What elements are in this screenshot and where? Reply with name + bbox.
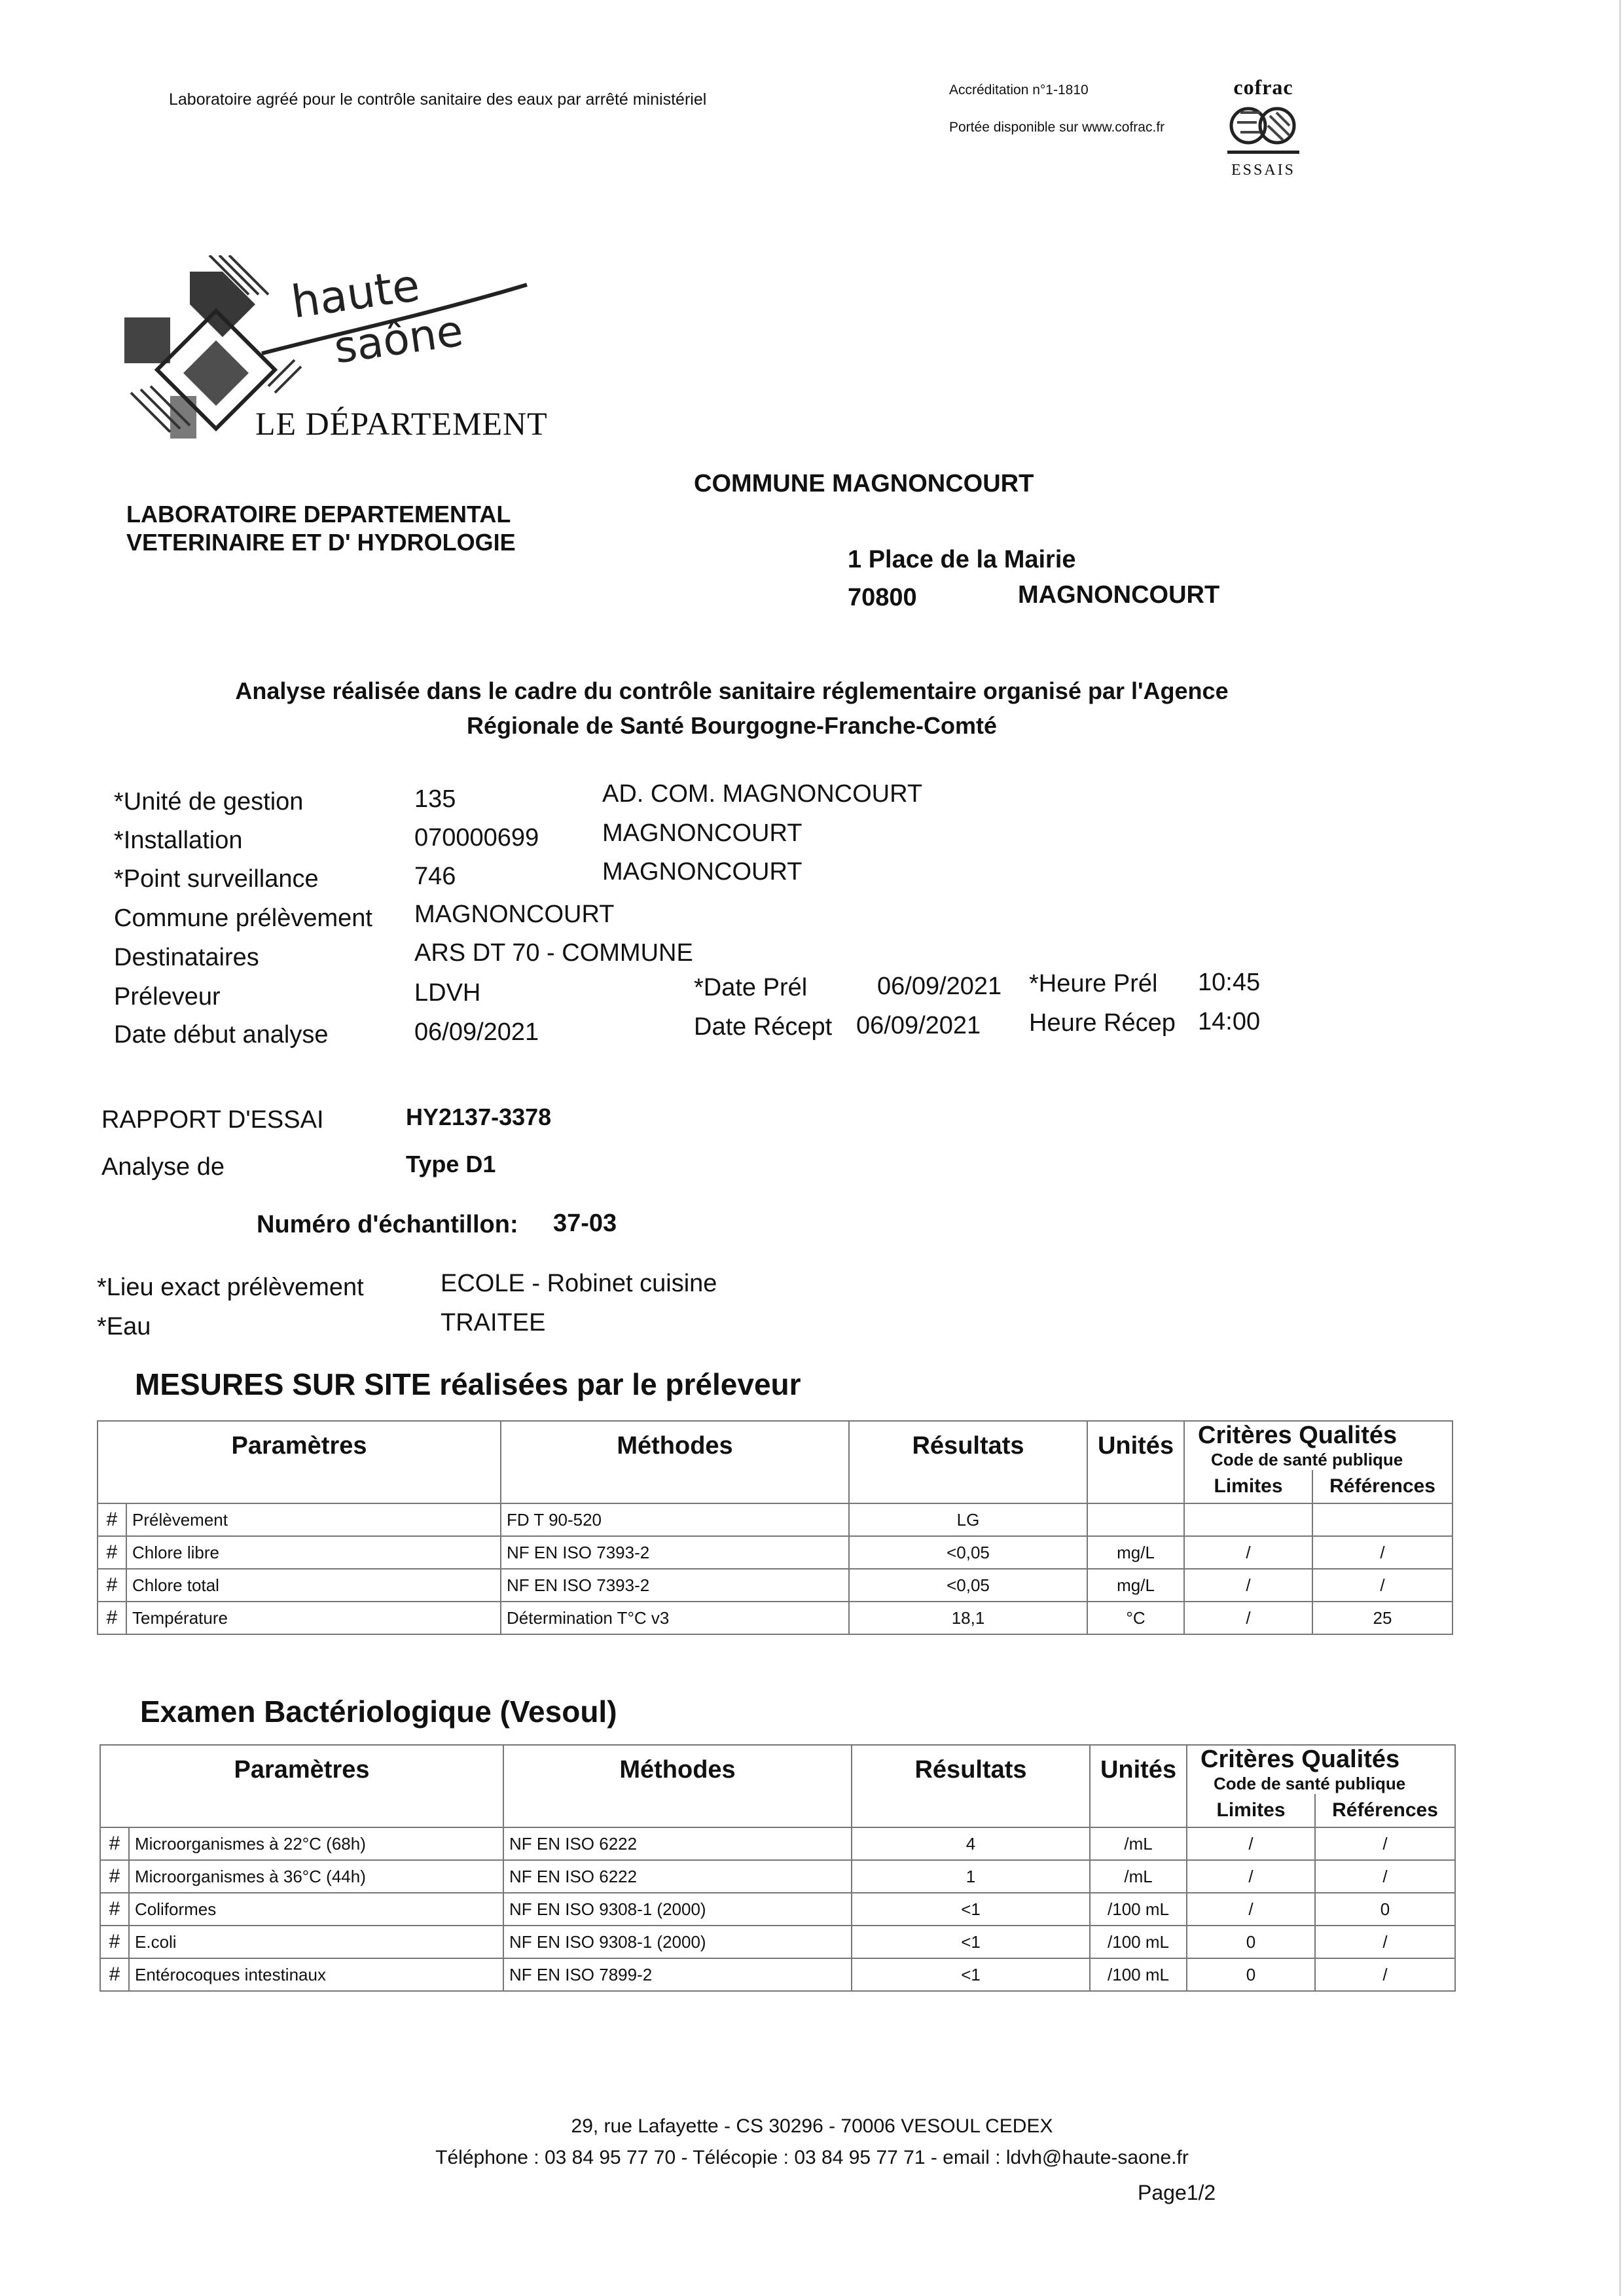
- criteres-label: Critères Qualités: [1200, 1746, 1400, 1773]
- date-recept-label: Date Récept: [694, 1013, 833, 1041]
- row-param: Coliformes: [129, 1893, 503, 1926]
- date-recept-value: 06/09/2021: [856, 1012, 981, 1039]
- col-limites: Limites: [1187, 1794, 1315, 1827]
- row-unit: mg/L: [1087, 1536, 1184, 1569]
- row-hash: #: [100, 1860, 129, 1893]
- code-sante-label: Code de santé publique: [1214, 1774, 1406, 1793]
- col-parametres: Paramètres: [98, 1421, 501, 1470]
- lieu-value: ECOLE - Robinet cuisine: [441, 1270, 717, 1297]
- row-ref: /: [1315, 1827, 1455, 1860]
- table-row: [98, 1536, 1453, 1569]
- row-hash: #: [98, 1602, 126, 1634]
- col-references: Références: [1312, 1470, 1453, 1503]
- table-row: [98, 1602, 1453, 1634]
- row-ref: /: [1315, 1926, 1455, 1958]
- col-criteres: [1187, 1745, 1455, 1794]
- row-unit: /100 mL: [1090, 1958, 1187, 1991]
- cofrac-logo: [1214, 75, 1312, 193]
- row-param: Chlore total: [126, 1569, 501, 1602]
- row-param: Microorganismes à 22°C (68h): [129, 1827, 503, 1860]
- haute-saone-logo: [118, 255, 550, 452]
- footer-contact: Téléphone : 03 84 95 77 70 - Télécopie : 03 84 95 77 71 - email : ldvh@haute-saone.fr: [435, 2147, 1189, 2168]
- row-ref: /: [1315, 1860, 1455, 1893]
- table-subheader-row: [100, 1794, 1455, 1827]
- row-param: Microorganismes à 36°C (44h): [129, 1860, 503, 1893]
- table-row: [100, 1860, 1455, 1893]
- eau-value: TRAITEE: [441, 1309, 546, 1336]
- row-result: <0,05: [849, 1536, 1087, 1569]
- echantillon-label: Numéro d'échantillon:: [257, 1211, 518, 1238]
- site-measures-table: [97, 1420, 1453, 1635]
- recipient-street: 1 Place de la Mairie: [848, 546, 1076, 573]
- logo-haute: haute: [288, 259, 423, 329]
- table-row: [98, 1569, 1453, 1602]
- row-limit: 0: [1187, 1958, 1315, 1991]
- rapport-value: HY2137-3378: [406, 1103, 552, 1130]
- bacterio-table: [99, 1744, 1456, 1992]
- col-references: Références: [1315, 1794, 1455, 1827]
- context-line2: Régionale de Santé Bourgogne-Franche-Comté: [466, 712, 998, 739]
- section1-body: [98, 1503, 1453, 1634]
- row-param: E.coli: [129, 1926, 503, 1958]
- preleveur-value: LDVH: [414, 979, 481, 1007]
- row-method: NF EN ISO 7393-2: [501, 1536, 849, 1569]
- table-header-row: [100, 1745, 1455, 1794]
- recipient-city: MAGNONCOURT: [1018, 581, 1220, 609]
- unite-code: 135: [414, 785, 456, 813]
- row-hash: #: [100, 1827, 129, 1860]
- row-hash: #: [100, 1926, 129, 1958]
- row-unit: /mL: [1090, 1860, 1187, 1893]
- col-methodes: Méthodes: [501, 1421, 849, 1470]
- commune-label: Commune prélèvement: [114, 905, 372, 932]
- date-prel-value: 06/09/2021: [877, 973, 1002, 1000]
- point-code: 746: [414, 863, 456, 890]
- table-subheader-row: [98, 1470, 1453, 1503]
- row-limit: [1184, 1503, 1312, 1536]
- row-result: 1: [852, 1860, 1090, 1893]
- unite-name: AD. COM. MAGNONCOURT: [602, 780, 923, 808]
- col-resultats: Résultats: [849, 1421, 1087, 1470]
- row-result: <0,05: [849, 1569, 1087, 1602]
- row-hash: #: [100, 1958, 129, 1991]
- row-method: NF EN ISO 7393-2: [501, 1569, 849, 1602]
- row-hash: #: [98, 1503, 126, 1536]
- row-unit: mg/L: [1087, 1569, 1184, 1602]
- cofrac-logo-text: cofrac: [1233, 75, 1293, 99]
- heure-prel-value: 10:45: [1198, 969, 1261, 996]
- row-result: 18,1: [849, 1602, 1087, 1634]
- table-row: [100, 1926, 1455, 1958]
- row-param: Chlore libre: [126, 1536, 501, 1569]
- row-method: NF EN ISO 6222: [503, 1860, 852, 1893]
- date-prel-label: *Date Prél: [694, 974, 808, 1001]
- row-limit: /: [1187, 1827, 1315, 1860]
- row-limit: /: [1184, 1536, 1312, 1569]
- row-method: NF EN ISO 6222: [503, 1827, 852, 1860]
- installation-name: MAGNONCOURT: [602, 819, 803, 847]
- col-criteres: [1184, 1421, 1453, 1470]
- context-line1: Analyse réalisée dans le cadre du contrôle sanitaire réglementaire organisé par l'Agence: [235, 677, 1229, 704]
- row-unit: °C: [1087, 1602, 1184, 1634]
- row-unit: [1087, 1503, 1184, 1536]
- echantillon-value: 37-03: [553, 1210, 617, 1237]
- point-label: *Point surveillance: [114, 865, 319, 893]
- row-limit: /: [1187, 1860, 1315, 1893]
- section2-body: [100, 1827, 1455, 1991]
- col-resultats: Résultats: [852, 1745, 1090, 1794]
- recipient-name: COMMUNE MAGNONCOURT: [694, 470, 1034, 497]
- table-row: [98, 1503, 1453, 1536]
- unite-label: *Unité de gestion: [114, 788, 304, 816]
- commune-value: MAGNONCOURT: [414, 901, 615, 928]
- col-parametres: Paramètres: [100, 1745, 503, 1794]
- row-unit: /mL: [1090, 1827, 1187, 1860]
- eau-label: *Eau: [97, 1313, 151, 1340]
- row-result: <1: [852, 1926, 1090, 1958]
- heure-recept-value: 14:00: [1198, 1008, 1261, 1035]
- lab-name-line1: LABORATOIRE DEPARTEMENTAL: [126, 501, 511, 528]
- scan-edge: [1619, 0, 1621, 2296]
- scope-text: Portée disponible sur www.cofrac.fr: [949, 120, 1165, 135]
- table-row: [100, 1827, 1455, 1860]
- approval-text: Laboratoire agréé pour le contrôle sanitaire des eaux par arrêté ministériel: [169, 90, 707, 109]
- row-ref: 25: [1312, 1602, 1453, 1634]
- row-result: <1: [852, 1958, 1090, 1991]
- row-ref: [1312, 1503, 1453, 1536]
- col-limites: Limites: [1184, 1470, 1312, 1503]
- row-ref: /: [1312, 1569, 1453, 1602]
- col-unites: Unités: [1090, 1745, 1187, 1794]
- row-method: Détermination T°C v3: [501, 1602, 849, 1634]
- row-method: NF EN ISO 9308-1 (2000): [503, 1926, 852, 1958]
- row-result: LG: [849, 1503, 1087, 1536]
- table-header-row: [98, 1421, 1453, 1470]
- logo-saone: saône: [331, 305, 467, 374]
- preleveur-label: Préleveur: [114, 983, 221, 1011]
- criteres-label: Critères Qualités: [1198, 1422, 1398, 1449]
- row-unit: /100 mL: [1090, 1926, 1187, 1958]
- row-hash: #: [98, 1569, 126, 1602]
- col-unites: Unités: [1087, 1421, 1184, 1470]
- page-number: Page1/2: [1138, 2181, 1216, 2204]
- date-debut-label: Date début analyse: [114, 1021, 329, 1049]
- table-row: [100, 1893, 1455, 1926]
- row-limit: /: [1184, 1569, 1312, 1602]
- row-unit: /100 mL: [1090, 1893, 1187, 1926]
- installation-label: *Installation: [114, 827, 243, 854]
- date-debut-value: 06/09/2021: [414, 1018, 539, 1046]
- row-hash: #: [98, 1536, 126, 1569]
- heure-recept-label: Heure Récep: [1029, 1009, 1176, 1037]
- row-hash: #: [100, 1893, 129, 1926]
- row-limit: /: [1184, 1602, 1312, 1634]
- row-limit: 0: [1187, 1926, 1315, 1958]
- row-param: Entérocoques intestinaux: [129, 1958, 503, 1991]
- section2-title: Examen Bactériologique (Vesoul): [140, 1695, 617, 1729]
- row-result: 4: [852, 1827, 1090, 1860]
- footer-address: 29, rue Lafayette - CS 30296 - 70006 VESOUL CEDEX: [571, 2115, 1053, 2137]
- row-param: Prélèvement: [126, 1503, 501, 1536]
- row-method: NF EN ISO 9308-1 (2000): [503, 1893, 852, 1926]
- destinataires-value: ARS DT 70 - COMMUNE: [414, 939, 693, 967]
- row-method: FD T 90-520: [501, 1503, 849, 1536]
- row-method: NF EN ISO 7899-2: [503, 1958, 852, 1991]
- cofrac-essais-text: ESSAIS: [1231, 162, 1296, 179]
- destinataires-label: Destinataires: [114, 944, 259, 971]
- lieu-label: *Lieu exact prélèvement: [97, 1274, 364, 1301]
- section1-title: MESURES SUR SITE réalisées par le préleveur: [135, 1367, 801, 1401]
- logo-swoosh-icon: [259, 281, 533, 360]
- row-limit: /: [1187, 1893, 1315, 1926]
- recipient-postcode: 70800: [848, 584, 917, 611]
- row-result: <1: [852, 1893, 1090, 1926]
- cofrac-emblem-icon: [1214, 99, 1312, 165]
- col-methodes: Méthodes: [503, 1745, 852, 1794]
- analyse-label: Analyse de: [101, 1153, 225, 1181]
- logo-departement: LE DÉPARTEMENT: [255, 405, 548, 442]
- code-sante-label: Code de santé publique: [1211, 1450, 1403, 1469]
- installation-code: 070000699: [414, 824, 539, 852]
- row-ref: /: [1312, 1536, 1453, 1569]
- row-ref: /: [1315, 1958, 1455, 1991]
- table-row: [100, 1958, 1455, 1991]
- lab-name-line2: VETERINAIRE ET D' HYDROLOGIE: [126, 529, 516, 556]
- point-name: MAGNONCOURT: [602, 858, 803, 886]
- heure-prel-label: *Heure Prél: [1029, 970, 1158, 997]
- analyse-value: Type D1: [406, 1151, 496, 1177]
- rapport-label: RAPPORT D'ESSAI: [101, 1106, 324, 1134]
- accreditation-text: Accréditation n°1-1810: [949, 82, 1089, 98]
- row-param: Température: [126, 1602, 501, 1634]
- row-ref: 0: [1315, 1893, 1455, 1926]
